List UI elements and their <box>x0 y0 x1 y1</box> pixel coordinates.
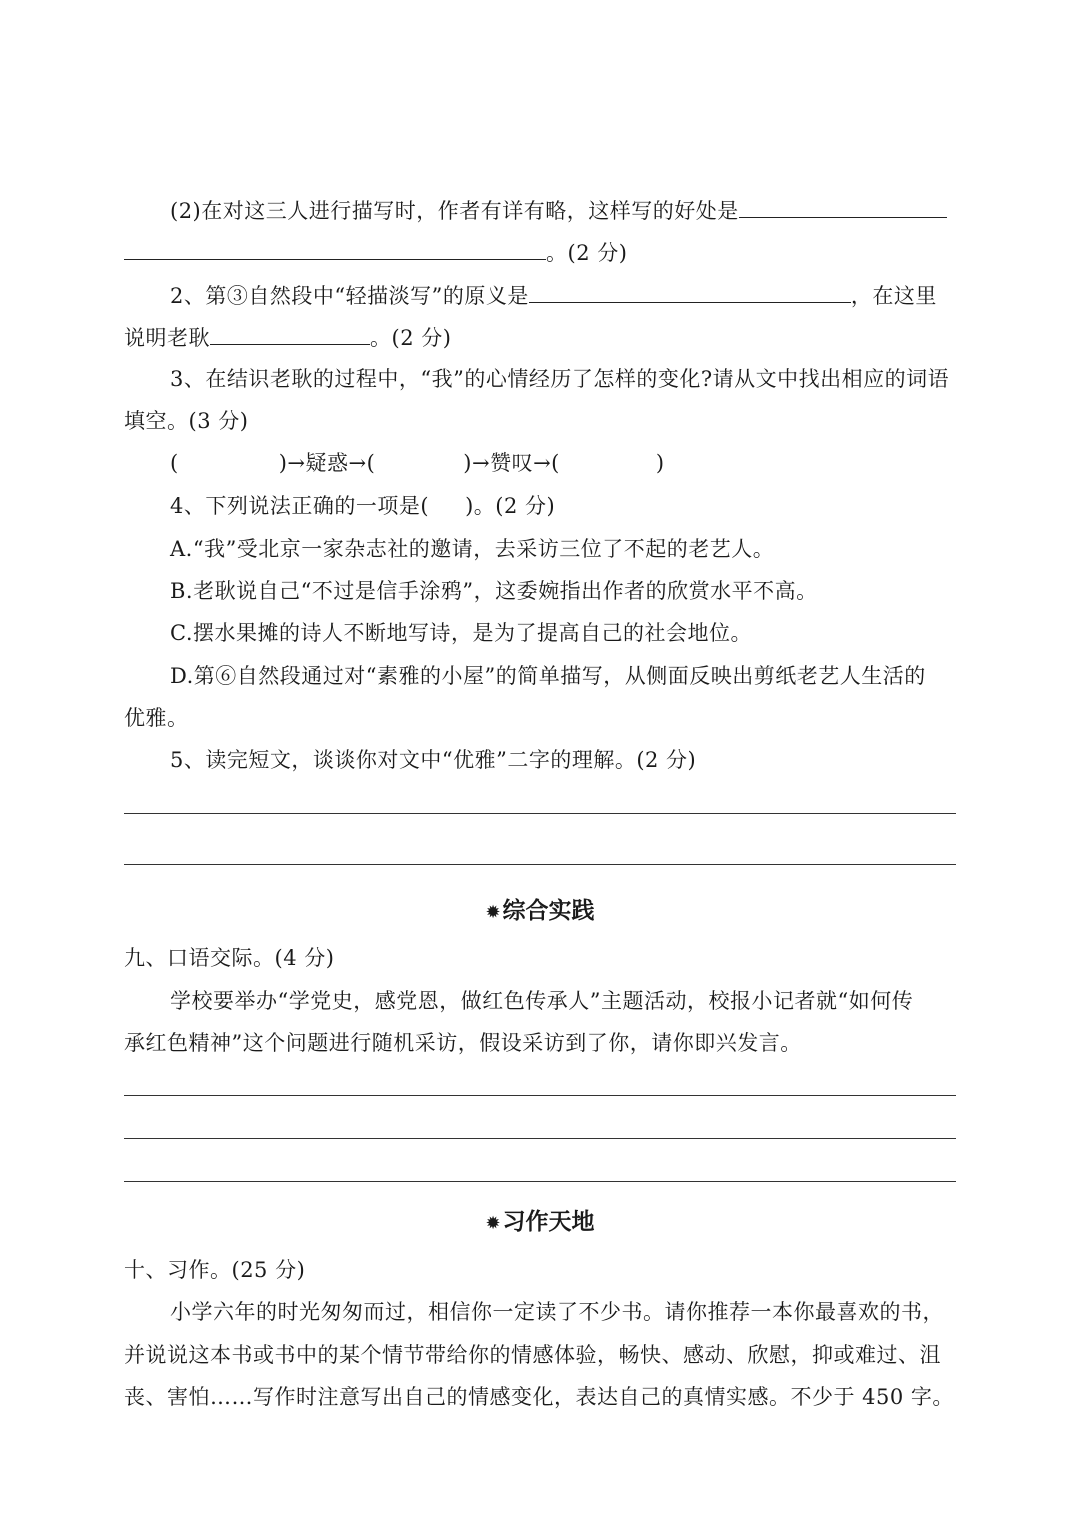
q9-line1: 学校要举办“学党史，感党恩，做红色传承人”主题活动，校报小记者就“如何传 <box>170 989 914 1013</box>
q10-title: 十、习作。(25 分) <box>124 1258 306 1282</box>
q4-option-a: A.“我”受北京一家杂志社的邀请，去采访三位了不起的老艺人。 <box>170 537 775 561</box>
q1-2-answer-blank-2[interactable] <box>124 237 546 260</box>
q3-seq-open1: ( <box>170 451 179 475</box>
q2-answer-blank-2[interactable] <box>210 322 370 345</box>
q9-title: 九、口语交际。(4 分) <box>124 946 335 970</box>
starburst-icon: ✹ <box>485 902 501 923</box>
q2-text-d: 。(2 分) <box>370 326 452 350</box>
q5-answer-line-2[interactable] <box>124 864 956 865</box>
q2-text-c: 说明老耿 <box>124 326 210 350</box>
q4-stem <box>170 491 555 521</box>
q3-sequence <box>170 448 665 478</box>
section-writing-title: 习作天地 <box>502 1209 595 1235</box>
q9-answer-line-2[interactable] <box>124 1138 956 1139</box>
q1-2-answer-blank-1[interactable] <box>739 195 947 218</box>
q5-answer-line-1[interactable] <box>124 813 956 814</box>
q9-answer-line-3[interactable] <box>124 1181 956 1182</box>
section-practice-title: 综合实践 <box>502 898 595 924</box>
q1-2-text: (2)在对这三人进行描写时，作者有详有略，这样写的好处是 <box>170 199 739 223</box>
q10-line2: 并说说这本书或书中的某个情节带给你的情感体验，畅快、感动、欣慰，抑或难过、沮 <box>124 1343 941 1367</box>
section-writing-heading <box>0 1207 1080 1239</box>
q1-2-line1 <box>170 195 947 226</box>
section-practice-heading <box>0 896 1080 928</box>
q4-option-d: D.第⑥自然段通过对“素雅的小屋”的简单描写，从侧面反映出剪纸老艺人生活的 <box>170 664 926 688</box>
q4-option-b: B.老耿说自己“不过是信手涂鸦”，这委婉指出作者的欣赏水平不高。 <box>170 579 818 603</box>
starburst-icon: ✹ <box>485 1213 501 1234</box>
q5-text: 5、读完短文，谈谈你对文中“优雅”二字的理解。(2 分) <box>170 748 697 772</box>
q2-text-a: 2、第③自然段中“轻描淡写”的原义是 <box>170 284 529 308</box>
q4-option-c: C.摆水果摊的诗人不断地写诗，是为了提高自己的社会地位。 <box>170 621 752 645</box>
q9-line2: 承红色精神”这个问题进行随机采访，假设采访到了你，请你即兴发言。 <box>124 1031 802 1055</box>
q3-line2: 填空。(3 分) <box>124 409 249 433</box>
q10-line3: 丧、害怕……写作时注意写出自己的情感变化，表达自己的真情实感。不少于 450 字。 <box>124 1385 954 1409</box>
q2-line1 <box>170 280 937 311</box>
q4-option-d-cont: 优雅。 <box>124 706 189 730</box>
q3-line1: 3、在结识老耿的过程中，“我”的心情经历了怎样的变化?请从文中找出相应的词语 <box>170 367 950 391</box>
q2-answer-blank-1[interactable] <box>529 280 851 303</box>
q1-2-line2 <box>124 237 627 268</box>
q4-stem-text: 4、下列说法正确的一项是( <box>170 494 430 518</box>
q3-seq-close: ) <box>655 451 665 475</box>
q2-line2 <box>124 322 451 353</box>
q10-line1: 小学六年的时光匆匆而过，相信你一定读了不少书。请你推荐一本你最喜欢的书， <box>170 1300 944 1324</box>
q3-seq-mid1: )→疑惑→( <box>278 451 376 475</box>
q2-text-b: ，在这里 <box>850 284 937 308</box>
q3-seq-mid2: )→赞叹→( <box>463 451 560 475</box>
q1-2-tail: 。(2 分) <box>546 241 628 265</box>
q4-stem-tail: )。(2 分) <box>465 494 556 518</box>
q9-answer-line-1[interactable] <box>124 1095 956 1096</box>
